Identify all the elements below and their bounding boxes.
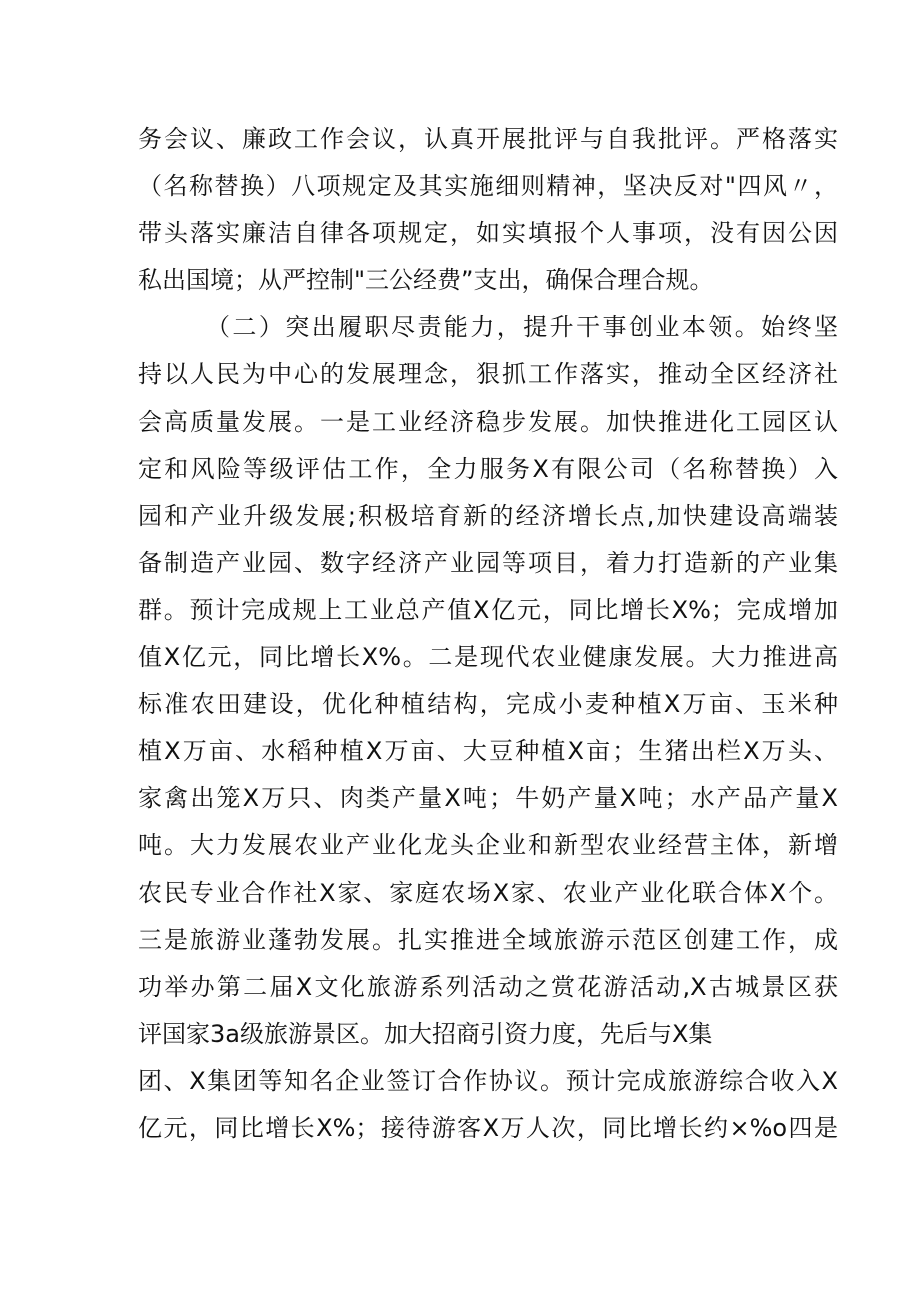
text-line: 值X亿元，同比增长X%。二是现代农业健康发展。大力推进高	[138, 643, 838, 672]
text-line: 会高质量发展。一是工业经济稳步发展。加快推进化工园区认	[138, 407, 838, 436]
text-line: 标准农田建设，优化种植结构，完成小麦种植X万亩、玉米种	[138, 690, 838, 719]
text-line: 园和产业升级发展;积极培育新的经济增长点,加快建设高端装	[138, 501, 838, 530]
paragraph-start-line: （二）突出履职尽责能力，提升干事创业本领。始终坚	[206, 313, 838, 342]
text-line: 持以人民为中心的发展理念，狠抓工作落实，推动全区经济社	[138, 360, 838, 389]
text-line: 农民专业合作社X家、家庭农场X家、农业产业化联合体X个。	[138, 878, 838, 907]
body-text	[138, 116, 838, 1152]
text-line: 备制造产业园、数字经济产业园等项目，着力打造新的产业集	[138, 548, 838, 577]
text-line: 亿元，同比增长X%；接待游客X万人次，同比增长约×%o四是	[138, 1113, 838, 1142]
text-line: 定和风险等级评估工作，全力服务X有限公司（名称替换）入	[138, 454, 838, 483]
text-line: 三是旅游业蓬勃发展。扎实推进全域旅游示范区创建工作，成	[138, 925, 838, 954]
text-line: 吨。大力发展农业产业化龙头企业和新型农业经营主体，新增	[138, 831, 838, 860]
text-line: 植X万亩、水稻种植X万亩、大豆种植X亩；生猪出栏X万头、	[138, 737, 838, 766]
text-line: 务会议、廉政工作会议，认真开展批评与自我批评。严格落实	[138, 125, 838, 153]
text-line: 评国家3a级旅游景区。加大招商引资力度，先后与X集	[138, 1019, 713, 1048]
text-line: 团、X集团等知名企业签订合作协议。预计完成旅游综合收入X	[138, 1066, 838, 1095]
text-line: 私出国境；从严控制"三公经费”支出，确保合理合规。	[138, 266, 714, 295]
text-line: 家禽出笼X万只、肉类产量X吨；牛奶产量X吨；水产品产量X	[138, 784, 838, 813]
text-line: 功举办第二届X文化旅游系列活动之赏花游活动,X古城景区获	[138, 972, 838, 1001]
text-line: 带头落实廉洁自律各项规定，如实填报个人事项，没有因公因	[138, 219, 838, 248]
text-line: 群。预计完成规上工业总产值X亿元，同比增长X%；完成增加	[138, 595, 838, 624]
text-line: （名称替换）八项规定及其实施细则精神，坚决反对"四风〃，	[138, 172, 838, 201]
